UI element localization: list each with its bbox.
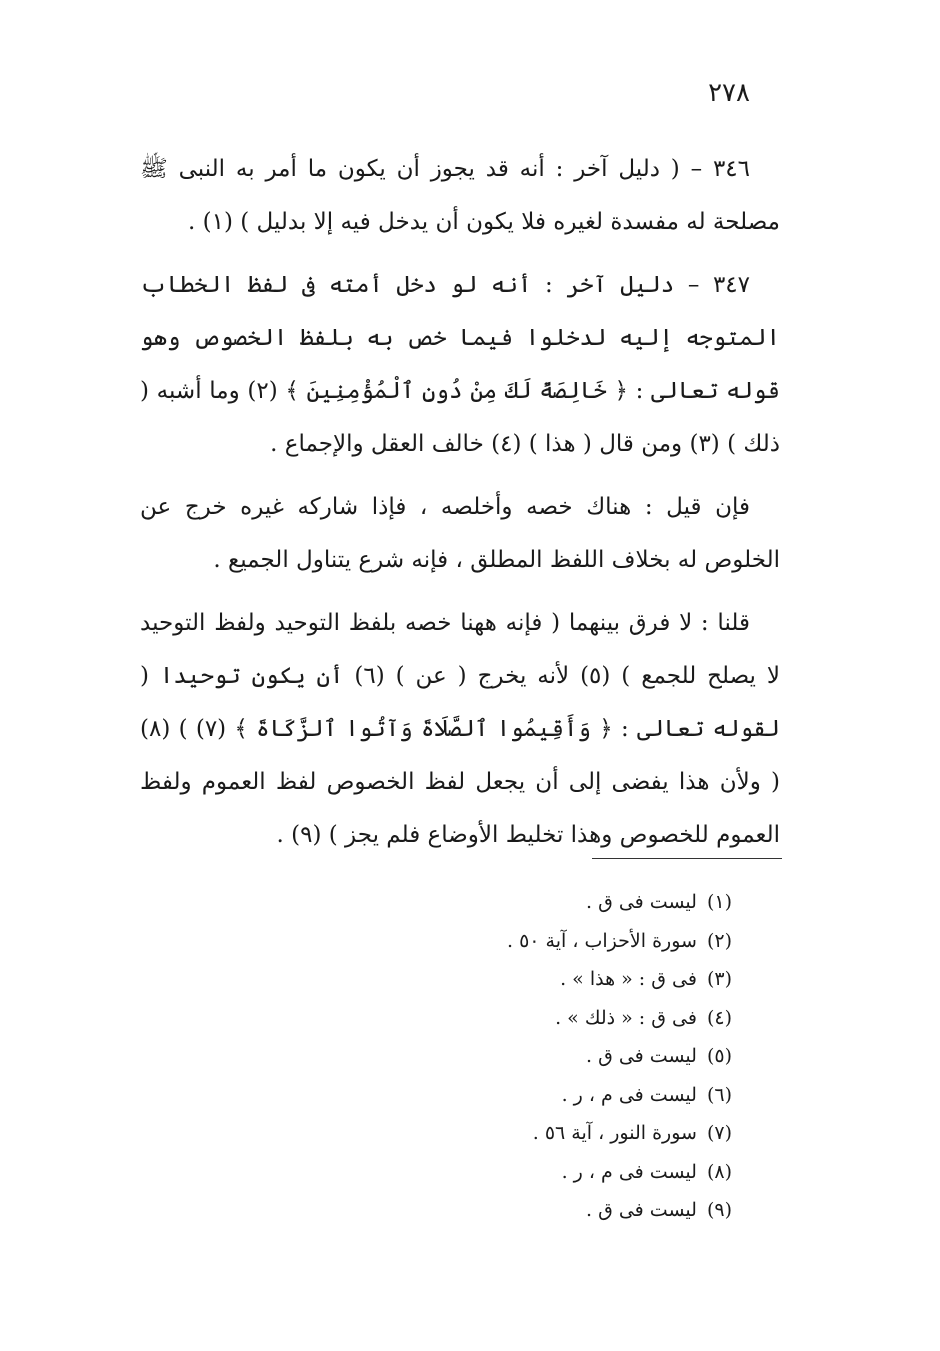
footnote-divider (592, 858, 782, 859)
footnote-number: (٥) (706, 1045, 732, 1067)
footnote-number: (٦) (706, 1083, 732, 1106)
footnote-text: ليست فى ق . (585, 891, 697, 913)
footnote-item (300, 999, 732, 1038)
footnote-item (300, 922, 732, 961)
footnote-text: فى ق : « هذا » . (560, 968, 697, 990)
footnotes (300, 883, 732, 1230)
footnote-item (300, 1191, 732, 1230)
footnote-number: (٩) (706, 1199, 732, 1221)
paragraph-347: ٣٤٧ – دليل آخر : أنه لو دخل أمته فى لفظ الخطاب المتوجه إليه لدخلوا فيما خص به بلفظ الخصوص وهو قوله تعالى : ﴿ خَالِصَةً لَكَ مِنْ دُونِ ٱلْمُؤْمِنِينَ ﴾ (٢) وما أشبه ( ذلك ) (٣) ومن قال ( هذا ) (٤) خالف العقل والإجماع . (140, 272, 781, 457)
footnote-text: ليست فى ق . (585, 1045, 697, 1067)
footnote-number: (١) (706, 891, 732, 913)
page-number: ٢٧٨ (708, 78, 750, 108)
footnote-item (300, 1037, 732, 1076)
footnote-number: (٧) (706, 1122, 732, 1144)
footnote-text: سورة النور ، آية ٥٦ . (532, 1122, 697, 1144)
paragraph-reply: قلنا : لا فرق بينهما ( فإنه ههنا خصه بلفظ التوحيد ولفظ التوحيد لا يصلح للجمع ) (٥) لأنه يخرج ( عن ) (٦) أن يكون توحيدا ( لقوله تعالى : ﴿ وَأَقِيمُوا ٱلصَّلَاةَ وَآتُوا ٱلزَّكَاةَ ﴾ (٧) ) (٨) ( ولأن هذا يفضى إلى أن يجعل لفظ الخصوص لفظ العموم ولفظ العموم للخصوص وهذا تخليط الأوضاع فلم يجز ) (٩) . (140, 610, 781, 848)
footnote-number: (٣) (706, 968, 732, 990)
footnote-text: ليست فى م ، ر . (561, 1083, 697, 1106)
footnote-text: سورة الأحزاب ، آية ٥٠ . (507, 929, 697, 952)
footnote-text: ليست فى ق . (585, 1199, 697, 1221)
footnote-item (300, 883, 732, 922)
footnote-number: (٨) (706, 1160, 732, 1183)
footnote-number: (٢) (706, 929, 732, 952)
footnote-item (300, 1153, 732, 1192)
footnote-text: فى ق : « ذلك » . (555, 1006, 697, 1029)
paragraph-346: ٣٤٦ – ( دليل آخر : أنه قد يجوز أن يكون ما أمر به النبى ﷺ مصلحة له مفسدة لغيره فلا يكون أن يدخل فيه إلا بدليل ) (١) . (140, 156, 780, 235)
main-text (140, 143, 780, 872)
footnote-item (300, 960, 732, 999)
paragraph-objection: فإن قيل : هناك خصه وأخلصه ، فإذا شاركه غيره خرج عن الخلوص له بخلاف اللفظ المطلق ، فإنه شرع يتناول الجميع . (140, 494, 780, 573)
footnote-item (300, 1076, 732, 1115)
footnote-number: (٤) (706, 1006, 732, 1029)
footnote-text: ليست فى م ، ر . (561, 1160, 697, 1183)
footnote-item (300, 1114, 732, 1153)
